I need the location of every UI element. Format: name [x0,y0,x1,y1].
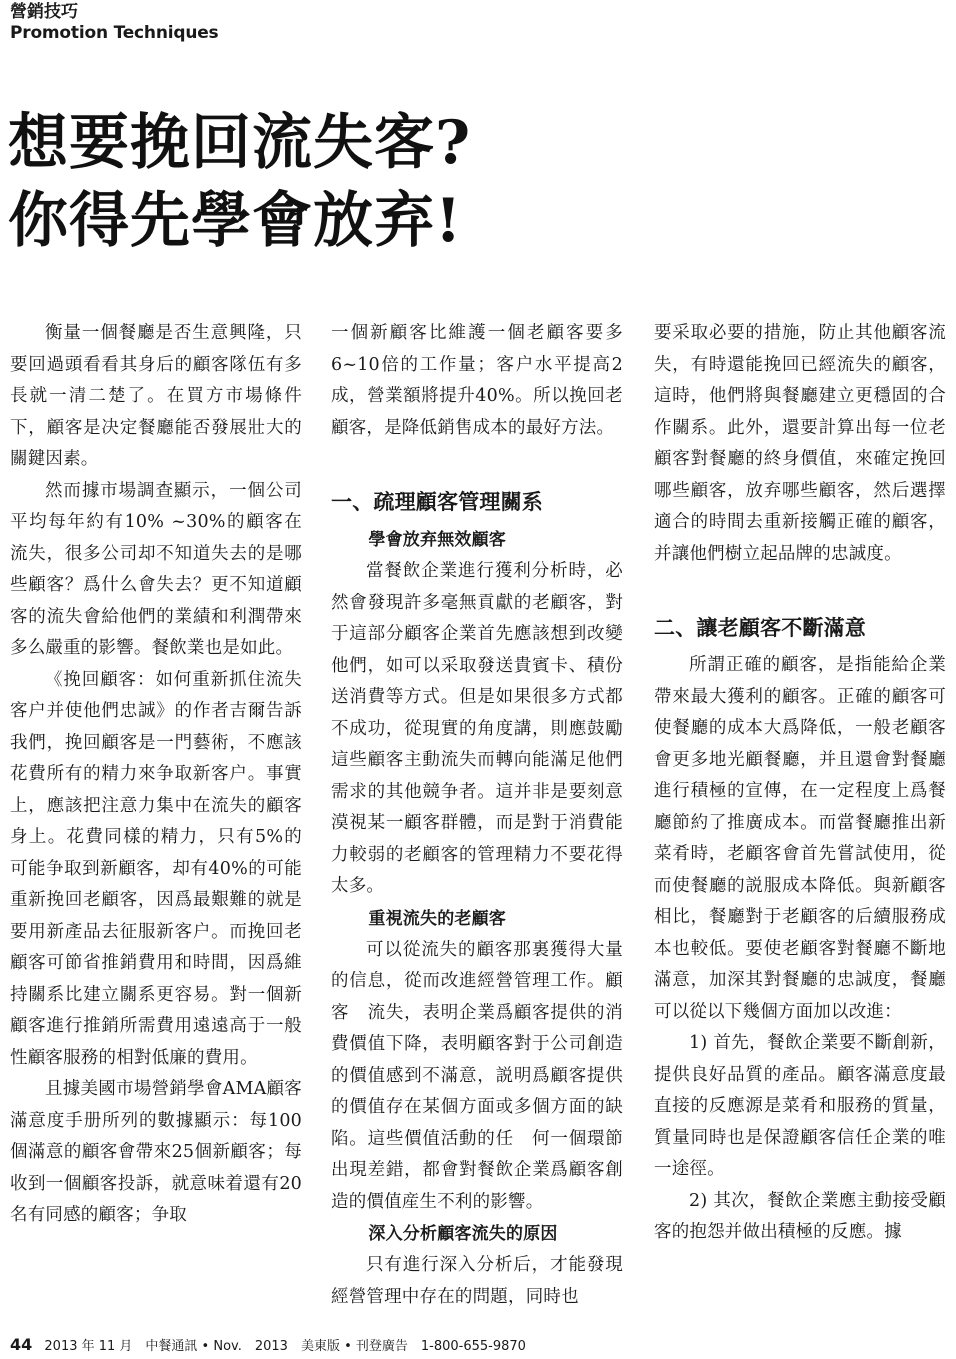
paragraph: 當餐飲企業進行獲利分析時，必然會發現許多毫無貢獻的老顧客，對于這部分顧客企業首先應該想到改變他們，如可以采取發送貴賓卡、積份送消費等方式。但是如果很多方式都不成功，從現實的角度講，則應鼓勵這些顧客主動流失而轉向能滿足他們需求的其他競争者。這并非是要刻意漠視某一顧客群體，而是對于消費能力較弱的老顧客的管理精力不要花得太多。 [331,561,623,896]
paragraph: 衡量一個餐廳是否生意興隆，只要回過頭看看其身后的顧客隊伍有多長就一清二楚了。在買方市場條件下，顧客是决定餐廳能否發展壯大的關鍵因素。 [10,323,302,469]
section-label-en: Promotion Techniques [10,22,219,43]
column-1 [10,318,302,1232]
paragraph: 然而據市場調查顯示，一個公司平均每年約有10% ~30%的顧客在流失，很多公司却不知道失去的是哪些顧客？爲什么會失去？更不知道顧客的流失會給他們的業績和利潤帶來多么嚴重的影響。餐飲業也是如此。 [10,480,302,658]
paragraph: 1) 首先，餐飲企業要不斷創新，提供良好品質的產品。顧客滿意度最直接的反應源是菜肴和服務的質量，質量同時也是保證顧客信任企業的唯一途徑。 [654,1033,946,1179]
page-footer [10,1335,526,1354]
article-title [8,104,471,260]
column-3 [654,318,946,1249]
title-line-1: 想要挽回流失客? [8,108,472,178]
paragraph: 只有進行深入分析后，才能發現經營管理中存在的問題，同時也 [331,1255,623,1307]
spacer [331,444,623,474]
title-line-2: 你得先學會放弃! [8,186,463,256]
subheading: 深入分析顧客流失的原因 [368,1224,558,1244]
column-2 [331,318,623,1313]
paragraph: 《挽回顧客：如何重新抓住流失客户并使他們忠誠》的作者吉爾告訴我們，挽回顧客是一門藝術，不應該花費所有的精力來争取新客户。事實上，應該把注意力集中在流失的顧客身上。花費同樣的精力，只有5%的可能争取到新顧客，却有40%的可能重新挽回老顧客，因爲最艱難的就是要用新產品去征服新客户。而挽回老顧客可節省推銷費用和時間，因爲維持關系比建立關系更容易。對一個新顧客進行推銷所需費用遠遠高于一般性顧客服務的相對低廉的費用。 [10,669,302,1068]
section-heading-2: 二、讓老顧客不斷滿意 [654,616,866,640]
paragraph: 一個新顧客比維護一個老顧客要多6~10倍的工作量；客户水平提高2成，營業額將提升40%。所以挽回老顧客，是降低銷售成本的最好方法。 [331,323,623,438]
paragraph: 要采取必要的措施，防止其他顧客流失，有時還能挽回已經流失的顧客，這時，他們將與餐廳建立更穩固的合作關系。此外，還要計算出每一位老顧客對餐廳的終身價值，來確定挽回哪些顧客，放弃哪些顧客，然后選擇適合的時間去重新接觸正確的顧客，并讓他們樹立起品牌的忠誠度。 [654,323,946,564]
paragraph: 且據美國市場營銷學會AMA顧客滿意度手册所列的數據顯示：每100個滿意的顧客會帶來25個新顧客；每收到一個顧客投訴，就意味着還有20名有同感的顧客；争取 [10,1079,302,1225]
paragraph: 可以從流失的顧客那裏獲得大量的信息，從而改進經營管理工作。顧客 流失，表明企業爲顧客提供的消費價值下降，表明顧客對于公司創造的價值感到不滿意，説明爲顧客提供的價值存在某個方面或多個方面的缺陷。這些價值活動的任 何一個環節出現差錯，都會對餐飲企業爲顧客創造的價值産生不利的影響。 [331,939,623,1212]
paragraph: 2) 其次，餐飲企業應主動接受顧客的抱怨并做出積極的反應。據 [654,1190,946,1242]
spacer [654,570,946,600]
paragraph: 所謂正確的顧客，是指能給企業帶來最大獲利的顧客。正確的顧客可使餐廳的成本大爲降低，一般老顧客會更多地光顧餐廳，并且還會對餐廳進行積極的宣傳，在一定程度上爲餐廳節約了推廣成本。而當餐廳推出新菜肴時，老顧客會首先嘗試使用，從而使餐廳的説服成本降低。與新顧客相比，餐廳對于老顧客的后續服務成本也較低。要使老顧客對餐廳不斷地滿意，加深其對餐廳的忠誠度，餐廳可以從以下幾個方面加以改進： [654,655,946,1022]
footer-text: 2013 年 11 月 中餐通訊 • Nov. 2013 美東版 • 刊登廣告 1-800-655-9870 [44,1339,526,1354]
subheading: 學會放弃無效顧客 [368,530,506,550]
page-number: 44 [10,1335,33,1354]
subheading: 重視流失的老顧客 [368,908,506,929]
section-heading-1: 一、疏理顧客管理關系 [331,490,543,514]
section-label-zh: 營銷技巧 [10,2,78,22]
section-label [10,2,218,43]
